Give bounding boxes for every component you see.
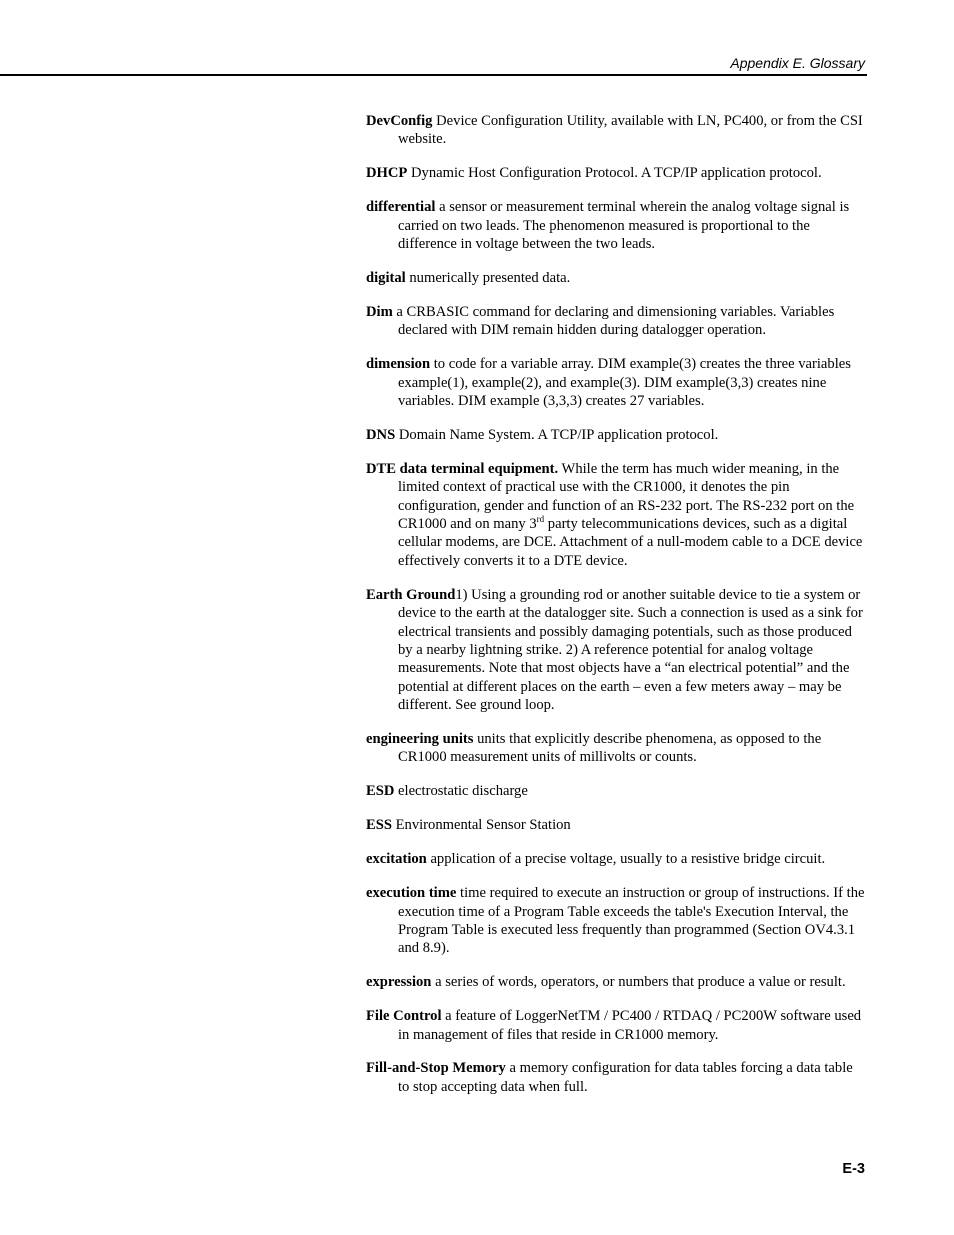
glossary-definition-continued: party telecommunications devices, such as a digital cellular modems, are DCE. Attachment of a null-modem cable to a DCE device effectively converts it to a DTE device. (398, 516, 863, 569)
glossary-definition: Dynamic Host Configuration Protocol. A TCP/IP application protocol. (407, 165, 822, 182)
glossary-term: File Control (366, 1008, 442, 1025)
superscript-ordinal: rd (536, 514, 545, 525)
glossary-term: Earth Ground (366, 586, 456, 603)
glossary-term: execution time (366, 885, 457, 902)
glossary-entry-engineering-units (366, 730, 866, 767)
glossary-definition: electrostatic discharge (394, 783, 528, 800)
glossary-entry-esd (366, 782, 866, 800)
glossary-definition: time required to execute an instruction or group of instructions. If the execution time of a Program Table exceeds the table's Execution Interval, the Program Table is executed less frequently than programmed (Section OV4.3.1 and 8.9). (398, 885, 865, 957)
glossary-term: DHCP (366, 165, 408, 182)
glossary-entry-fill-and-stop-memory (366, 1059, 866, 1096)
page-number: E-3 (842, 1161, 865, 1177)
glossary-definition: a feature of LoggerNetTM / PC400 / RTDAQ / PC200W software used in management of files that reside in CR1000 memory. (398, 1008, 862, 1043)
running-header: Appendix E. Glossary (730, 55, 865, 71)
glossary-entry-dimension (366, 355, 866, 410)
glossary-entry-file-control (366, 1007, 866, 1044)
glossary-definition: 1) Using a grounding rod or another suitable device to tie a system or device to the earth at the datalogger site. Such a connection is used as a sink for electrical transients and possibly damaging potentials, such as those produced by a nearby lightning strike. 2) A reference potential for analog voltage measurements. Note that most objects have a “an electrical potential” and the potential at different places on the earth – even a few meters away – may be different. See ground loop. (398, 586, 863, 714)
glossary-definition: Environmental Sensor Station (391, 817, 571, 834)
glossary-entry-excitation (366, 850, 866, 868)
glossary-entry-dhcp (366, 164, 866, 182)
glossary-definition: a series of words, operators, or numbers that produce a value or result. (431, 974, 846, 991)
glossary-entry-dns (366, 426, 866, 444)
glossary-term: Fill-and-Stop Memory (366, 1060, 506, 1077)
glossary-entry-expression (366, 973, 866, 991)
glossary-definition: a CRBASIC command for declaring and dimensioning variables. Variables declared with DIM remain hidden during datalogger operation. (392, 303, 835, 339)
glossary-entry-ess (366, 816, 866, 834)
glossary-entry-digital (366, 269, 866, 287)
glossary-term: excitation (366, 851, 427, 868)
glossary-definition: a sensor or measurement terminal wherein the analog voltage signal is carried on two leads. The phenomenon measured is proportional to the difference in voltage between the two leads. (398, 199, 850, 253)
glossary-term: DNS (366, 426, 396, 443)
glossary-definition: Device Configuration Utility, available with LN, PC400, or from the CSI website. (398, 113, 863, 148)
glossary-entry-devconfig (366, 112, 866, 149)
glossary-term: differential (366, 199, 436, 216)
glossary-term: DevConfig (366, 113, 433, 129)
glossary-definition: a memory configuration for data tables forcing a data table to stop accepting data when full. (398, 1060, 853, 1095)
glossary-definition: to code for a variable array. DIM example(3) creates the three variables example(1), example(2), and example(3). DIM example(3,3) creates nine variables. DIM example (3,3,3) creates 27 variables. (398, 356, 851, 409)
header-rule (0, 74, 867, 76)
glossary-term: ESS (366, 817, 392, 834)
glossary-term: engineering units (366, 731, 474, 748)
glossary-entry-dte (366, 460, 866, 570)
glossary-definition: While the term has much wider meaning, in the limited context of practical use with the CR1000, it denotes the pin configuration, gender and function of an RS-232 port. The RS-232 port on the CR1000 and on many 3 (398, 460, 855, 532)
glossary-entry-differential (366, 198, 866, 253)
glossary-term: DTE data terminal equipment. (366, 460, 559, 477)
glossary-entry-dim (366, 303, 866, 340)
glossary-entry-earth-ground (366, 586, 866, 715)
glossary-list (366, 112, 866, 1112)
glossary-term: Dim (366, 303, 393, 320)
glossary-definition: units that explicitly describe phenomena, as opposed to the CR1000 measurement units of millivolts or counts. (398, 731, 822, 766)
glossary-term: expression (366, 974, 432, 991)
glossary-term: digital (366, 269, 406, 286)
glossary-definition: application of a precise voltage, usually to a resistive bridge circuit. (426, 851, 826, 868)
glossary-definition: Domain Name System. A TCP/IP application protocol. (395, 426, 719, 443)
glossary-term: ESD (366, 783, 395, 800)
glossary-entry-execution-time (366, 884, 866, 958)
glossary-definition: numerically presented data. (405, 269, 571, 286)
glossary-term: dimension (366, 356, 431, 373)
